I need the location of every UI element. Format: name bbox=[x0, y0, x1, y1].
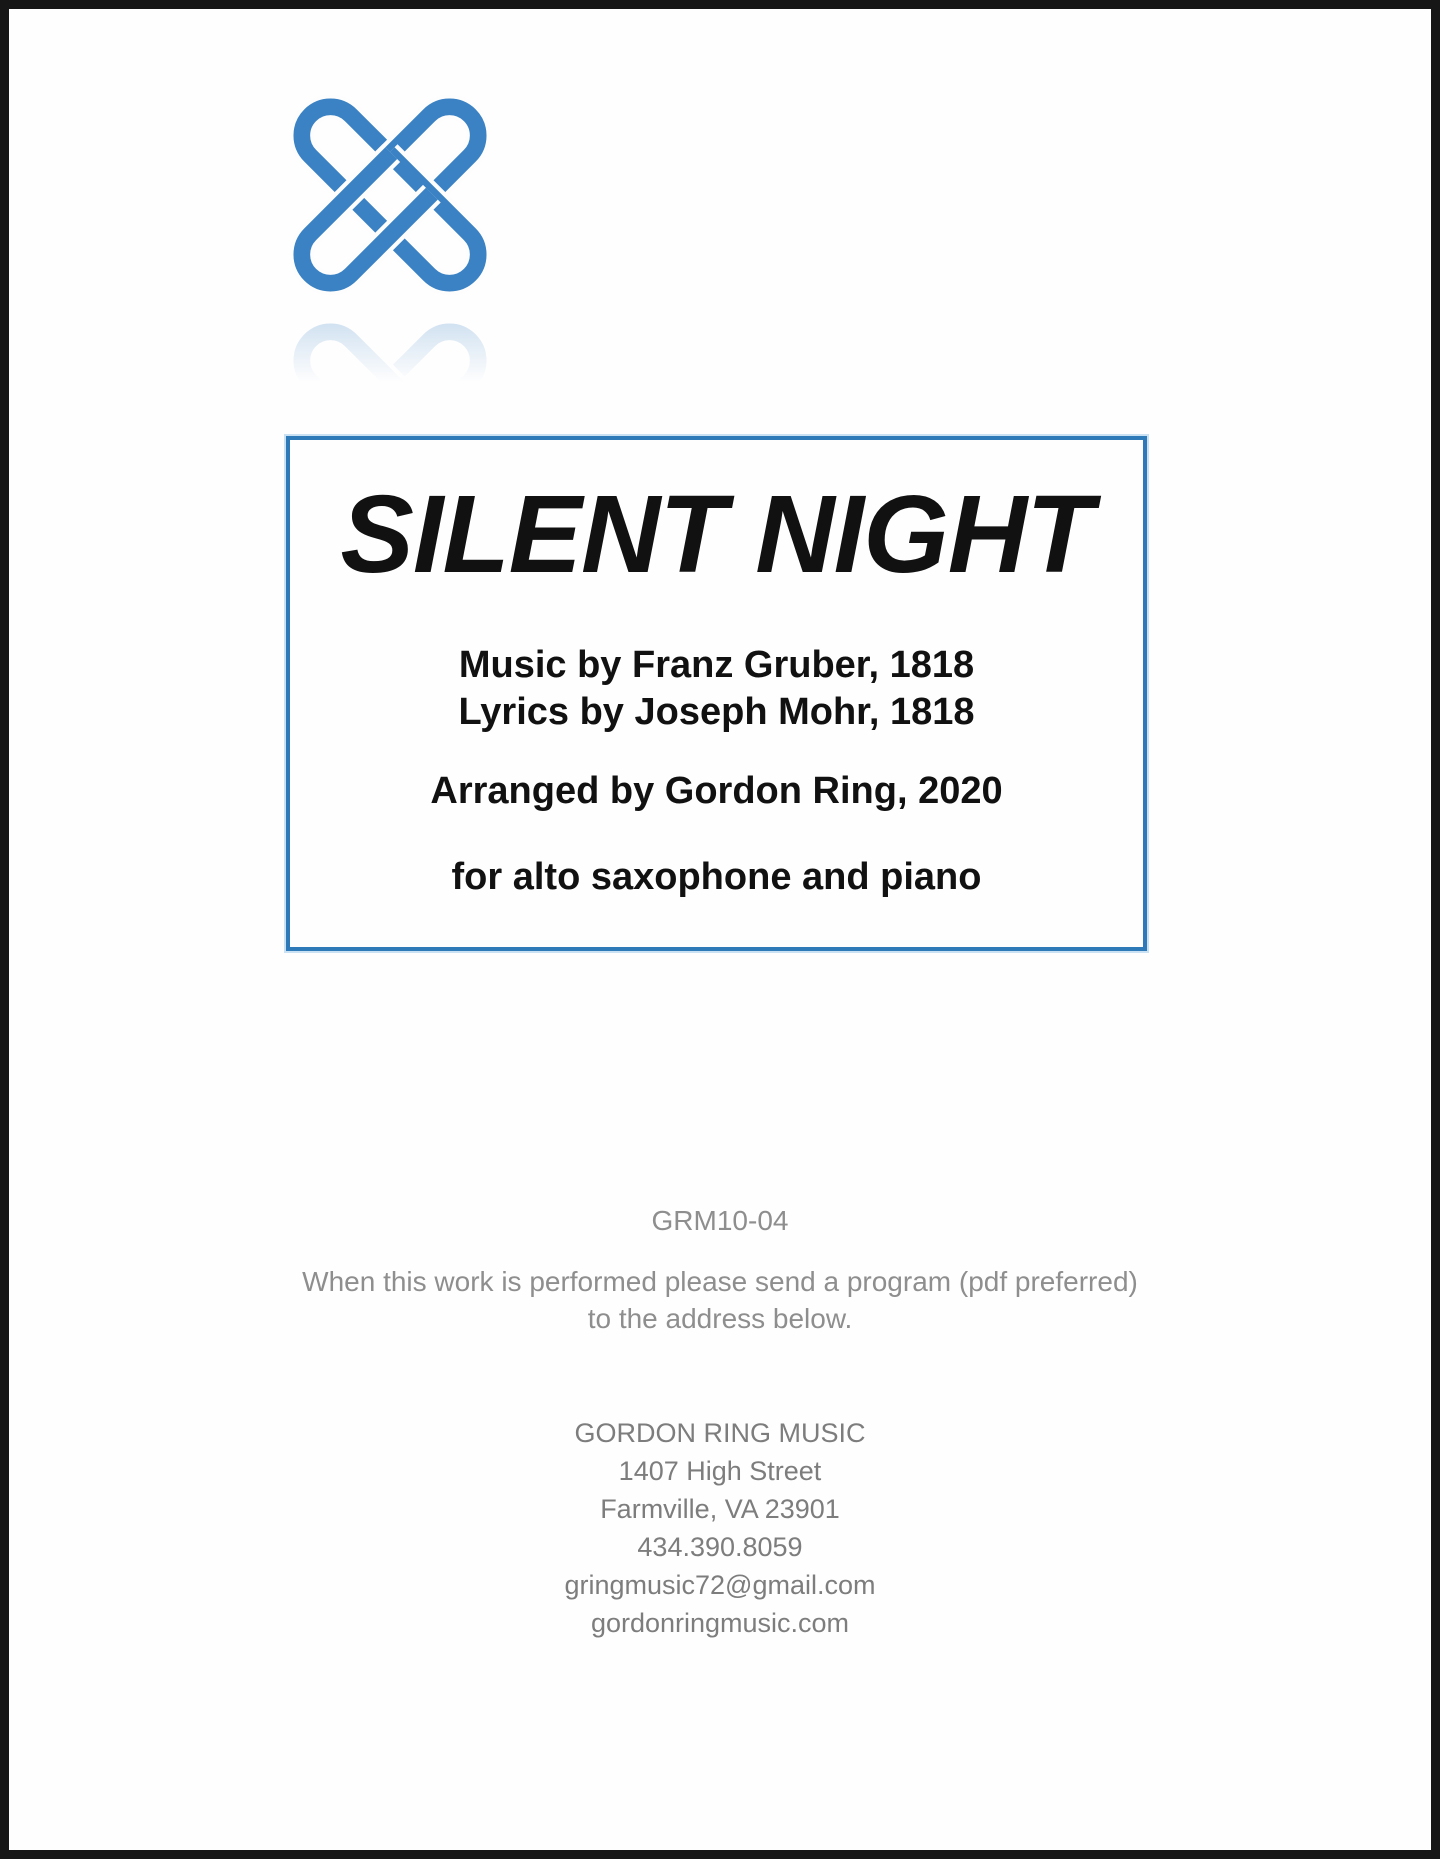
composer-lyricist-credits bbox=[290, 642, 1143, 736]
program-note-line1: When this work is performed please send a program (pdf preferred) bbox=[302, 1266, 1138, 1297]
music-credit: Music by Franz Gruber, 1818 bbox=[458, 644, 975, 687]
publisher-address-block bbox=[0, 1414, 1440, 1642]
logo-reflection bbox=[279, 309, 501, 395]
lyrics-credit: Lyrics by Joseph Mohr, 1818 bbox=[458, 691, 975, 734]
instrumentation: for alto saxophone and piano bbox=[451, 856, 982, 899]
email-address: gringmusic72@gmail.com bbox=[564, 1570, 876, 1600]
website-url: gordonringmusic.com bbox=[590, 1608, 850, 1638]
publisher-name: GORDON RING MUSIC bbox=[574, 1418, 866, 1448]
catalog-number: GRM10-04 bbox=[651, 1205, 789, 1236]
title-box bbox=[286, 436, 1147, 951]
knot-logo-icon bbox=[279, 84, 501, 306]
city-state-zip: Farmville, VA 23901 bbox=[600, 1494, 840, 1524]
program-note-line2: to the address below. bbox=[587, 1303, 853, 1334]
knot-logo-reflection-icon bbox=[279, 309, 501, 395]
piece-title: SILENT NIGHT bbox=[340, 473, 1093, 596]
phone-number: 434.390.8059 bbox=[637, 1532, 803, 1562]
publisher-logo bbox=[279, 84, 501, 395]
street-address: 1407 High Street bbox=[618, 1456, 822, 1486]
program-note bbox=[0, 1263, 1440, 1337]
arranger-credit: Arranged by Gordon Ring, 2020 bbox=[430, 770, 1003, 813]
